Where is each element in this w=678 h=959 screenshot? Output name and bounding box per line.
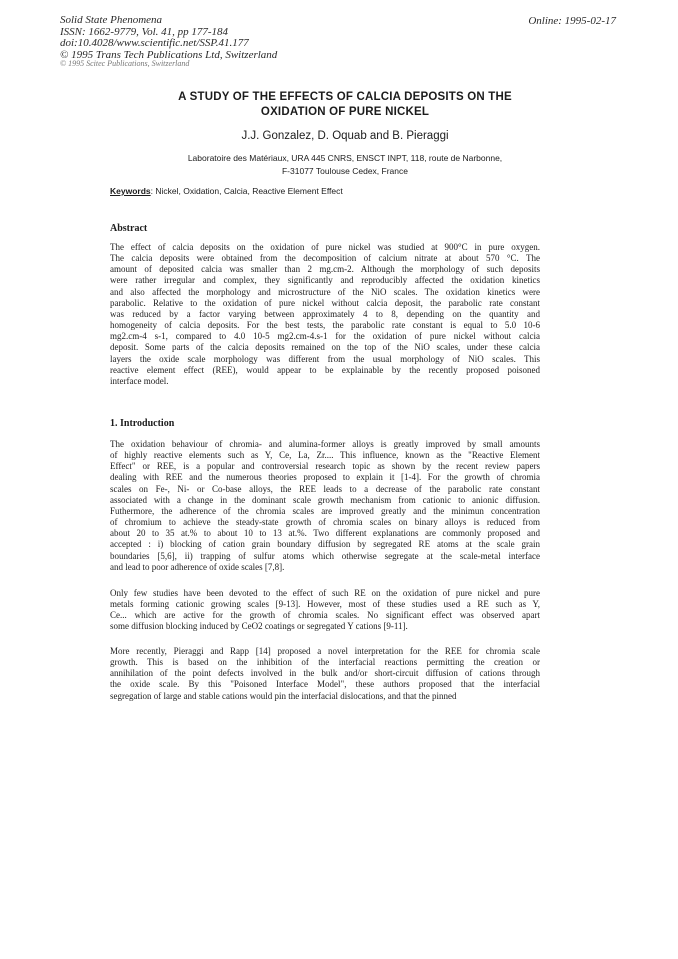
text-line: reactive element effect (REE), would appear to be explainable by the recently proposed poisoned (110, 364, 540, 375)
text-line: The effect of calcia deposits on the oxidation of pure nickel was studied at 900°C in pure oxygen. (110, 242, 540, 252)
text-line: Only few studies have been devoted to the effect of such RE on the oxidation of pure nickel and pure (110, 588, 540, 598)
text-line: and also affected the morphology and microstructure of the NiO scales. The oxidation kinetics were (110, 286, 540, 297)
introduction-heading: 1. Introduction (110, 418, 175, 429)
keywords-text: : Nickel, Oxidation, Calcia, Reactive Element Effect (150, 186, 343, 196)
text-line: The oxidation behaviour of chromia- and alumina-former alloys is greatly improved by small amounts (110, 439, 540, 449)
text-line: parabolic. Relative to the oxidation of pure nickel without calcia deposit, the parabolic rate constant (110, 297, 540, 308)
text-line: dealing with REE and the numerous theories proposed to explain it [1-4]. For the growth of chromia (110, 472, 540, 483)
keywords (110, 186, 580, 196)
text-line: homogeneity of calcia deposits. For the best tests, the parabolic rate constant is equal to 5.0 10-6 (110, 320, 540, 331)
affiliation-line: Laboratoire des Matériaux, URA 445 CNRS, ENSCT INPT, 118, route de Narbonne, (187, 153, 503, 163)
text-line: layers the oxide scale morphology was different from the usual morphology of NiO scales. This (110, 353, 540, 364)
paper-title (110, 90, 580, 120)
intro-paragraph-1 (110, 439, 540, 573)
text-line: segregation of large and stable cations would pin the interfacial dislocations, and that the pinned (110, 690, 457, 701)
abstract-body (110, 242, 540, 387)
text-line: mg2.cm-4 s-1, compared to 4.0 10-5 mg2.cm-4.s-1 for the oxidation of pure nickel without calcia (110, 331, 540, 342)
header-citation (60, 15, 277, 68)
doi-link[interactable]: doi:10.4028/www.scientific.net/SSP.41.177 (60, 37, 249, 49)
text-line: Ce... which are active for the growth of chromia scales. No significant effect was observed apart (110, 610, 540, 621)
affiliation-line: F-31077 Toulouse Cedex, France (281, 166, 408, 176)
text-line: More recently, Pieraggi and Rapp [14] proposed a novel interpretation for the REE for chromia scale (110, 646, 540, 656)
text-line: boundaries [5,6], ii) trapping of sulfur atoms which otherwise segregate at the scale-metal interface (110, 550, 540, 561)
text-line: associated with a change in the dominant scale growth mechanism from cationic to anionic diffusion. (110, 494, 540, 505)
text-line: of highly reactive elements such as Y, Ce, La, Zr.... This influence, known as the "Reactive Element (110, 450, 540, 461)
intro-paragraph-2 (110, 588, 540, 633)
intro-paragraph-3 (110, 646, 540, 702)
text-line: the oxide scale. By this "Poisoned Interface Model", these authors proposed that the interfacial (110, 679, 540, 690)
text-line: was reduced by a factor varying between approximately 4 to 8, depending on the quantity and (110, 308, 540, 319)
text-line: annihilation of the point defects involved in the bulk and/or short-circuit diffusion of cations through (110, 668, 540, 679)
text-line: were rather irregular and complex, they significantly and reproducibly affected the oxidation kinetics (110, 275, 540, 286)
affiliation (110, 152, 580, 178)
authors: J.J. Gonzalez, D. Oquab and B. Pieraggi (241, 130, 449, 142)
text-line: interface model. (110, 375, 169, 386)
copyright-faded: © 1995 Scitec Publications, Switzerland (60, 59, 190, 68)
text-line: metals forming cationic growing scales [9-13]. However, most of these studies used a RE such as Y, (110, 599, 540, 610)
text-line: Futhermore, the adherence of the chromia scales are improved greatly and the minimun concentration (110, 505, 540, 516)
text-line: and lead to poor adherence of oxide scales [7,8]. (110, 561, 285, 572)
keywords-label: Keywords (110, 186, 151, 196)
issn-line: ISSN: 1662-9779, Vol. 41, pp 177-184 (60, 25, 229, 38)
text-line: amount of deposited calcia was smaller than 2 mg.cm-2. Although the morphology of such deposits (110, 264, 540, 275)
title-line: OXIDATION OF PURE NICKEL (260, 106, 430, 118)
text-line: Effect" or REE, is a popular and controversial research topic as shown by the recent review papers (110, 461, 540, 472)
text-line: scales on Fe-, Ni- or Co-base alloys, the REE leads to a decrease of the parabolic rate constant (110, 483, 540, 494)
text-line: deposit. Some parts of the calcia deposits remained on the top of the NiO scales, under these calcia (110, 342, 540, 353)
title-line: A STUDY OF THE EFFECTS OF CALCIA DEPOSITS ON THE (178, 91, 512, 103)
copyright-line: © 1995 Trans Tech Publications Ltd, Switzerland (60, 48, 278, 61)
text-line: some diffusion blocking induced by CeO2 coatings or segregated Y cations [9-11]. (110, 621, 408, 632)
text-line: growth. This is based on the inhibition of the interfacial reactions permitting the creation or (110, 657, 540, 668)
text-line: about 20 to 35 at.% to about 10 to 13 at.%. Two different explanations are commonly proposed and (110, 528, 540, 539)
text-line: The calcia deposits were obtained from the decomposition of calcium nitrate at about 570 °C. The (110, 253, 540, 264)
journal-name: Solid State Phenomena (60, 14, 163, 26)
text-line: of chromium to achieve the steady-state growth of chromia scales on binary alloys is reduced from (110, 517, 540, 528)
text-line: accepted : i) blocking of cation grain boundary diffusion by segregated RE atoms at the scale grain (110, 539, 540, 550)
online-date: Online: 1995-02-17 (528, 15, 616, 27)
abstract-heading: Abstract (110, 223, 148, 234)
